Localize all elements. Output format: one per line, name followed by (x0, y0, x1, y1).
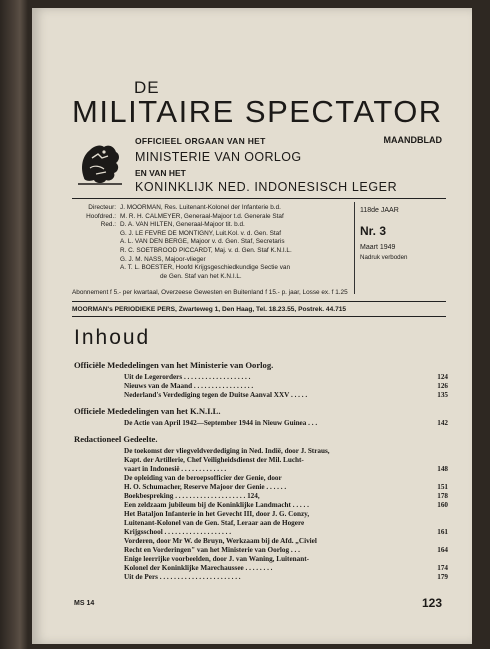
toc-item: Nederland's Verdediging tegen de Duitse Aanval XXV . . . . . 135 (124, 391, 448, 399)
reprint-notice: Nadruk verboden (360, 254, 408, 261)
staff-row: G. J. M. NASS, Majoor-vlieger (120, 255, 206, 263)
editorial-staff-list (72, 204, 352, 281)
toc-item: Uit de Legerorders . . . . . . . . . . . . . . . . . . . 124 (124, 373, 448, 381)
masthead-official-organ: OFFICIEEL ORGAAN VAN HET (135, 136, 266, 146)
masthead-title: MILITAIRE SPECTATOR (72, 94, 443, 129)
toc-item: De opleiding van de beroepsofficier der Genie, door H. O. Schumacher, Reserve Majoor der Genie . . . . . . 151 (124, 474, 448, 491)
staff-row: Red.: D. A. VAN HILTEN, Generaal-Majoor tit. b.d. (100, 221, 245, 229)
masthead-ministry: MINISTERIE VAN OORLOG (135, 150, 302, 164)
toc-item: Nieuws van de Maand . . . . . . . . . . . . . . . . . 126 (124, 382, 448, 390)
toc-section-title: Officiële Mededelingen van het Ministerie van Oorlog. (74, 360, 274, 370)
staff-row: de Gen. Staf van het K.N.I.L. (160, 272, 242, 280)
staff-sidebar-divider (354, 202, 355, 294)
footer-code: MS 14 (74, 600, 95, 607)
toc-section-title: Officiele Mededelingen van het K.N.I.L. (74, 406, 221, 416)
publisher-info: MOORMAN's PERIODIEKE PERS, Zwarteweg 1, Den Haag, Tel. 18.23.55, Postrek. 44.715 (72, 306, 347, 313)
page-number: 123 (421, 596, 442, 610)
toc-item: De toekomst der vliegveldverdediging in Ned. Indië, door J. Straus, Kapt. der Artillerie, Chef Veiligheidsdienst der Mil. Lucht- vaart in Indonesië . . . . . . . . . . . . . 148 (124, 447, 448, 473)
masthead-and: EN VAN HET (135, 168, 186, 178)
toc-item: Het Bataljon Infanterie in het Gevecht III, door J. G. Conzy, Luitenant-Kolonel van de Gen. Staf, Leraar aan de Hogere Krijgsschool . . . . . . . . . . . . . . . . . . . 161 (124, 510, 448, 536)
table-of-contents (74, 354, 448, 582)
toc-item: Uit de Pers . . . . . . . . . . . . . . . . . . . . . . . 179 (124, 573, 448, 581)
publisher-divider-bottom (72, 316, 446, 317)
toc-item: Een zeldzaam jubileum bij de Koninklijke Landmacht . . . . . 160 (124, 501, 448, 509)
staff-row: Hoofdred.: M. R. H. CALMEYER, Generaal-Majoor t.d. Generale Staf (86, 212, 284, 220)
contents-heading: Inhoud (74, 326, 151, 349)
masthead-article: DE (134, 78, 160, 97)
staff-row: R. C. SOETBROOD PICCARDT, Maj. v. d. Gen. Staf K.N.I.L. (120, 246, 292, 254)
volume-year: 118de JAAR (360, 207, 399, 214)
staff-row: G. J. LE FEVRE DE MONTIGNY, Luit.Kol. v. d. Gen. Staf (120, 229, 281, 237)
toc-item: De Actie van April 1942—September 1944 in Nieuw Guinea . . . 142 (124, 419, 448, 427)
toc-item: Enige leerrijke voorbeelden, door J. van Waning, Luitenant- Kolonel der Koninklijke Marechaussee . . . . . . . . 174 (124, 555, 448, 572)
masthead-army: KONINKLIJK NED. INDONESISCH LEGER (135, 180, 398, 194)
masthead-divider-top (72, 198, 446, 199)
lion-crest-icon (74, 138, 126, 190)
magazine-page (32, 8, 472, 644)
toc-item: Vorderen, door Mr W. de Bruyn, Werkzaam bij de Afd. „Civiel Recht en Vorderingen" van het Ministerie van Oorlog . . . 164 (124, 537, 448, 554)
toc-item: Boekbespreking . . . . . . . . . . . . . . . . . . . . 124, 178 (124, 492, 448, 500)
publisher-divider-top (72, 301, 446, 302)
toc-section-title: Redactioneel Gedeelte. (74, 434, 158, 444)
subscription-info: Abonnement f 5.- per kwartaal, Overzeese Gewesten en Buitenland f 15.- p. jaar, Losse ex. f 1.25 (72, 289, 348, 296)
staff-row: A. T. L. BOESTER, Hoofd Krijgsgeschiedkundige Sectie van (120, 264, 291, 272)
issue-date: Maart 1949 (360, 244, 396, 251)
masthead-frequency: MAANDBLAD (383, 135, 442, 145)
staff-row: Directeur: J. MOORMAN, Res. Luitenant-Kolonel der Infanterie b.d. (88, 204, 281, 211)
issue-number: Nr. 3 (360, 224, 387, 238)
staff-row: A. L. VAN DEN BERGE, Majoor v. d. Gen. Staf, Secretaris (120, 238, 285, 246)
